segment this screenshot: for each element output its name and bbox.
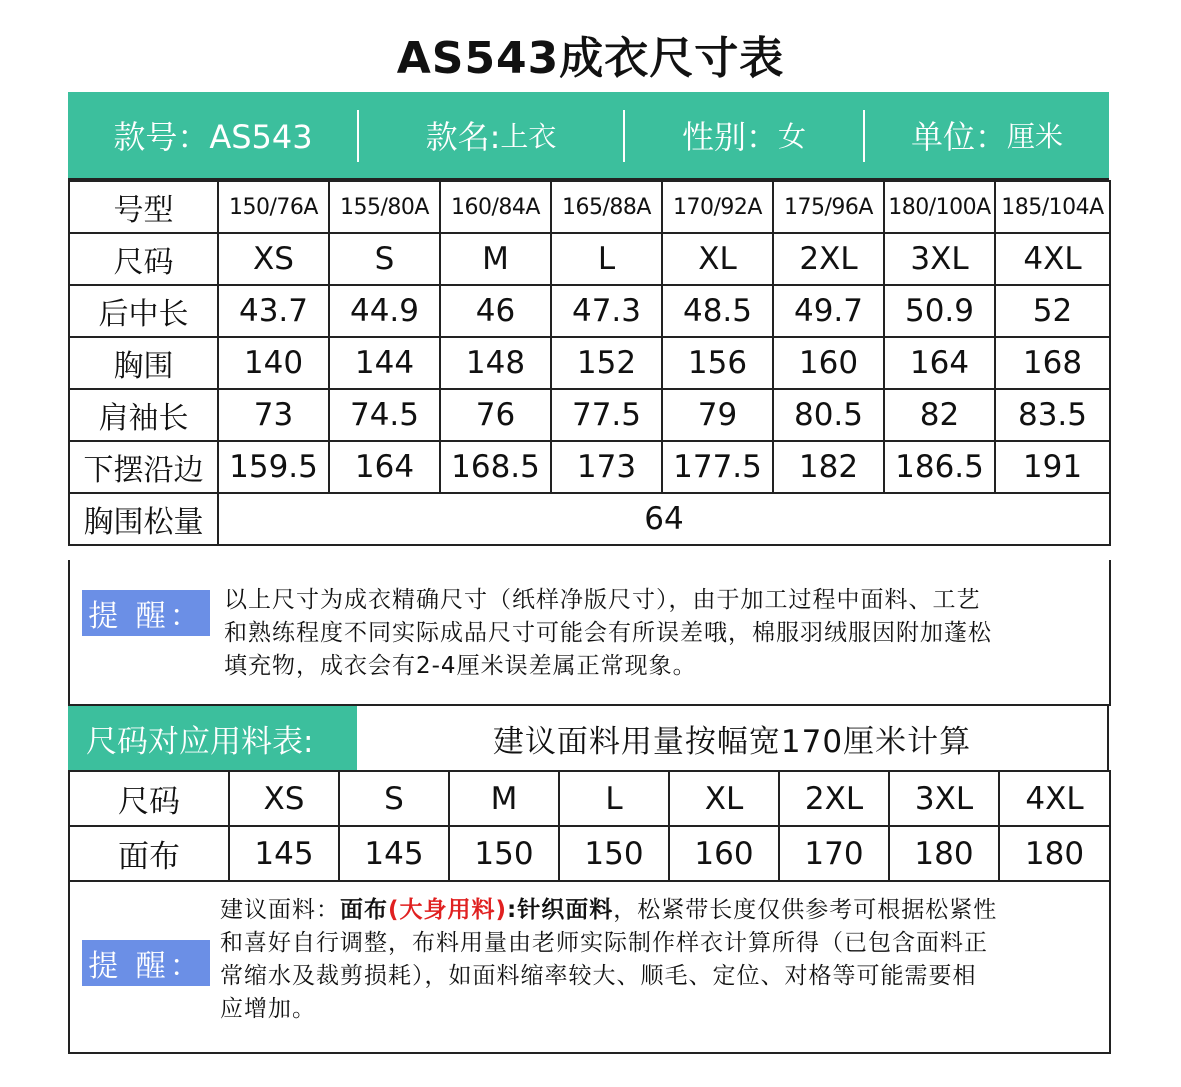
- fabric-width-note: 建议面料用量按幅宽170厘米计算: [357, 706, 1109, 770]
- size-cell: XS: [218, 233, 329, 285]
- size-cell: 164: [884, 337, 995, 389]
- size-cell: 160: [773, 337, 884, 389]
- tip-badge: 提 醒：: [82, 940, 210, 986]
- size-cell: 82: [884, 389, 995, 441]
- size-cell: 177.5: [662, 441, 773, 493]
- size-cell: M: [440, 233, 551, 285]
- fabric-amount-cell: 150: [449, 826, 559, 881]
- size-cell: 47.3: [551, 285, 662, 337]
- fabric-amount-cell: 145: [339, 826, 449, 881]
- size-table-row: [69, 181, 1110, 233]
- tip-text: [220, 894, 997, 1026]
- fabric-amount-label: 面布: [69, 826, 229, 881]
- gender: [625, 92, 863, 178]
- size-cell: 150/76A: [218, 181, 329, 233]
- tip-fabric-type: 面布: [340, 897, 388, 923]
- row-label: 尺码: [69, 233, 218, 285]
- size-cell: 186.5: [884, 441, 995, 493]
- size-cell: 165/88A: [551, 181, 662, 233]
- size-cell: 43.7: [218, 285, 329, 337]
- size-cell: 140: [218, 337, 329, 389]
- fabric-size-cell: 3XL: [889, 771, 999, 826]
- size-cell: 44.9: [329, 285, 440, 337]
- gender-value: 女: [778, 120, 807, 153]
- style-info-header: [68, 92, 1109, 180]
- fabric-size-cell: XS: [229, 771, 339, 826]
- fabric-size-cell: 2XL: [779, 771, 889, 826]
- tip-fabric-usage: (大身用料): [388, 897, 508, 923]
- size-cell: 83.5: [995, 389, 1110, 441]
- size-cell: 76: [440, 389, 551, 441]
- size-cell: L: [551, 233, 662, 285]
- gender-label: 性别：: [681, 118, 778, 156]
- ease-row: [69, 493, 1110, 545]
- tip-line: 常缩水及裁剪损耗），如面料缩率较大、顺毛、定位、对格等可能需要相: [220, 963, 977, 989]
- style-name-value: 上衣: [500, 120, 557, 153]
- size-cell: 144: [329, 337, 440, 389]
- fabric-amount-cell: 160: [669, 826, 779, 881]
- page-title: AS543成衣尺寸表: [396, 33, 785, 84]
- size-cell: S: [329, 233, 440, 285]
- fabric-size-cell: S: [339, 771, 449, 826]
- fabric-amount-cell: 170: [779, 826, 889, 881]
- size-cell: 191: [995, 441, 1110, 493]
- fabric-amount-cell: 180: [889, 826, 999, 881]
- tip-text: [224, 584, 992, 683]
- fabric-size-cell: XL: [669, 771, 779, 826]
- fabric-amount-row: [69, 826, 1110, 881]
- size-cell: 46: [440, 285, 551, 337]
- size-cell: 180/100A: [884, 181, 995, 233]
- row-label: 后中长: [69, 285, 218, 337]
- size-cell: 148: [440, 337, 551, 389]
- tip-rest: ，松紧带长度仅供参考可根据松紧性: [613, 897, 998, 923]
- size-cell: 2XL: [773, 233, 884, 285]
- tip-line: 和熟练程度不同实际成品尺寸可能会有所误差哦，棉服羽绒服因附加蓬松: [224, 620, 992, 646]
- fabric-size-cell: M: [449, 771, 559, 826]
- row-label: 肩袖长: [69, 389, 218, 441]
- fabric-amount-cell: 145: [229, 826, 339, 881]
- fabric-table-title: 尺码对应用料表:: [68, 706, 357, 770]
- row-label: 下摆沿边: [69, 441, 218, 493]
- unit-value: 厘米: [1007, 120, 1064, 153]
- tip-line: 填充物，成衣会有2-4厘米误差属正常现象。: [224, 653, 697, 679]
- style-number: 款号：AS543: [113, 118, 313, 156]
- size-cell: 175/96A: [773, 181, 884, 233]
- tip-line: 和喜好自行调整，布料用量由老师实际制作样衣计算所得（已包含面料正: [220, 930, 988, 956]
- size-cell: 155/80A: [329, 181, 440, 233]
- fabric-header: [68, 706, 1109, 770]
- ease-label: 胸围松量: [69, 493, 218, 545]
- size-cell: 49.7: [773, 285, 884, 337]
- style-name: [359, 92, 623, 178]
- fabric-amount-cell: 180: [999, 826, 1110, 881]
- size-cell: 159.5: [218, 441, 329, 493]
- tip-line: 应增加。: [220, 996, 316, 1022]
- size-cell: 79: [662, 389, 773, 441]
- row-label: 号型: [69, 181, 218, 233]
- size-cell: XL: [662, 233, 773, 285]
- size-cell: 50.9: [884, 285, 995, 337]
- tip-line: 以上尺寸为成衣精确尺寸（纸样净版尺寸），由于加工过程中面料、工艺: [224, 587, 981, 613]
- unit: [865, 92, 1109, 178]
- tip-prefix: 建议面料：: [220, 897, 340, 923]
- fabric-amount-cell: 150: [559, 826, 669, 881]
- size-cell: 48.5: [662, 285, 773, 337]
- size-cell: 173: [551, 441, 662, 493]
- tip-badge: 提 醒：: [82, 590, 210, 636]
- size-cell: 185/104A: [995, 181, 1110, 233]
- size-cell: 156: [662, 337, 773, 389]
- fabric-table: [68, 770, 1111, 882]
- size-table-row: [69, 441, 1110, 493]
- fabric-size-cell: L: [559, 771, 669, 826]
- size-cell: 168: [995, 337, 1110, 389]
- size-cell: 182: [773, 441, 884, 493]
- size-cell: 77.5: [551, 389, 662, 441]
- size-table-row: [69, 285, 1110, 337]
- size-cell: 3XL: [884, 233, 995, 285]
- size-cell: 160/84A: [440, 181, 551, 233]
- unit-label: 单位：: [910, 118, 1007, 156]
- tip-box-fabric: [68, 878, 1111, 1054]
- size-table-row: [69, 389, 1110, 441]
- style-name-label: 款名:: [425, 118, 501, 156]
- size-cell: 168.5: [440, 441, 551, 493]
- size-table: [68, 180, 1111, 546]
- size-cell: 4XL: [995, 233, 1110, 285]
- size-cell: 52: [995, 285, 1110, 337]
- row-label: 胸围: [69, 337, 218, 389]
- fabric-size-row: [69, 771, 1110, 826]
- ease-value: 64: [218, 493, 1110, 545]
- size-cell: 80.5: [773, 389, 884, 441]
- size-cell: 170/92A: [662, 181, 773, 233]
- tip-line: [220, 894, 997, 927]
- tip-box-sizes: [68, 560, 1111, 706]
- size-table-row: [69, 337, 1110, 389]
- size-cell: 152: [551, 337, 662, 389]
- fabric-size-cell: 4XL: [999, 771, 1110, 826]
- size-cell: 73: [218, 389, 329, 441]
- size-cell: 164: [329, 441, 440, 493]
- fabric-size-label: 尺码: [69, 771, 229, 826]
- size-cell: 74.5: [329, 389, 440, 441]
- size-table-row: [69, 233, 1110, 285]
- tip-fabric-material: :针织面料: [507, 897, 614, 923]
